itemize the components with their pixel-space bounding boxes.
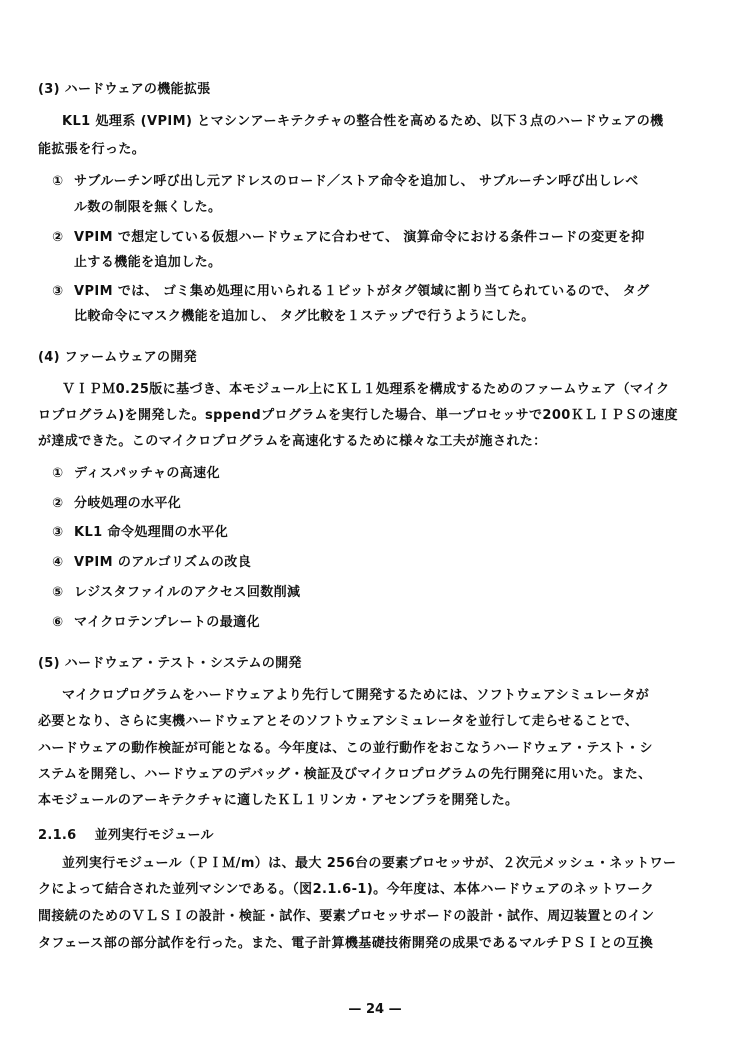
paragraph-line: タフェース部の部分試作を行った。また、電子計算機基礎技術開発の成果であるマルチＰＳＩとの互換 [38, 936, 654, 951]
item-text: サブルーチン呼び出し元アドレスのロード／ストア命令を追加し、 サブルーチン呼び出しレベ [74, 174, 639, 189]
item-number: ③ [52, 525, 64, 540]
item-text: マイクロテンプレートの最適化 [74, 615, 260, 630]
section-heading-firmware: (4) ファームウェアの開発 [38, 350, 197, 365]
item-number: ① [52, 174, 64, 189]
section-heading-test-system: (5) ハードウェア・テスト・システムの開発 [38, 656, 302, 671]
list-item [52, 462, 220, 481]
item-text-continued: 比較命令にマスク機能を追加し、 タグ比較を１ステップで行うようにした。 [74, 309, 535, 324]
item-text-continued: 止する機能を追加した。 [74, 255, 222, 270]
item-text: VPIM で想定している仮想ハードウェアに合わせて、 演算命令における条件コードの変更を抑 [74, 230, 645, 245]
paragraph-line: KL1 処理系 (VPIM) とマシンアーキテクチャの整合性を高めるため、以下３点のハードウェアの機 [62, 114, 664, 129]
list-item [52, 280, 650, 299]
paragraph-line: ステムを開発し、ハードウェアのデバッグ・検証及びマイクロプログラムの先行開発に用いた。また、 [38, 767, 652, 782]
paragraph-line: が達成できた。このマイクロプログラムを高速化するために様々な工夫が施された： [38, 434, 547, 449]
page-number: — 24 — [348, 1002, 402, 1017]
item-number: ① [52, 466, 64, 481]
item-text-continued: ル数の制限を無くした。 [74, 200, 222, 215]
item-number: ④ [52, 555, 64, 570]
item-number: ③ [52, 284, 64, 299]
paragraph-line: 必要となり、さらに実機ハードウェアとそのソフトウェアシミュレータを並行して走らせることで、 [38, 714, 639, 729]
item-text: KL1 命令処理間の水平化 [74, 525, 229, 540]
item-text: VPIM では、 ゴミ集め処理に用いられる１ビットがタグ領域に割り当てられているので、 タグ [74, 284, 650, 299]
paragraph-line: 間接続のためのＶＬＳＩの設計・検証・試作、要素プロセッサボードの設計・試作、周辺装置とのイン [38, 909, 655, 924]
list-item [52, 170, 639, 189]
list-item [52, 492, 181, 511]
item-number: ② [52, 230, 64, 245]
item-text: 分岐処理の水平化 [74, 496, 182, 511]
item-text: レジスタファイルのアクセス回数削減 [74, 585, 301, 600]
paragraph-line: ロプログラム)を開発した。sppendプログラムを実行した場合、単一プロセッサで200ＫＬＩＰＳの速度 [38, 408, 678, 423]
list-item [52, 226, 645, 245]
section-heading-parallel-module: 2.1.6 並列実行モジュール [38, 828, 214, 843]
list-item [52, 551, 251, 570]
list-item [52, 611, 260, 630]
item-number: ⑥ [52, 615, 64, 630]
paragraph-line: マイクロプログラムをハードウェアより先行して開発するためには、ソフトウェアシミュレータが [62, 688, 650, 703]
paragraph-line: 並列実行モジュール（ＰＩＭ/m）は、最大 256台の要素プロセッサが、２次元メッシュ・ネットワー [62, 856, 677, 871]
section-heading-hardware-extension: (3) ハードウェアの機能拡張 [38, 82, 211, 97]
item-number: ⑤ [52, 585, 64, 600]
item-text: VPIM のアルゴリズムの改良 [74, 555, 252, 570]
list-item [52, 521, 228, 540]
item-number: ② [52, 496, 64, 511]
list-item [52, 581, 300, 600]
paragraph-line: 本モジュールのアーキテクチャに適したＫＬ１リンカ・アセンブラを開発した。 [38, 793, 519, 808]
paragraph-line: ハードウェアの動作検証が可能となる。今年度は、この並行動作をおこなうハードウェア・テスト・シ [38, 741, 653, 756]
paragraph-line: クによって結合された並列マシンである。（図2.1.6-1)。今年度は、本体ハードウェアのネットワーク [38, 882, 655, 897]
paragraph-line: 能拡張を行った。 [38, 142, 146, 157]
item-text: ディスパッチャの高速化 [74, 466, 220, 481]
paragraph-line: ＶＩＰＭ0.25版に基づき、本モジュール上にＫＬ１処理系を構成するためのファームウェア（マイク [62, 382, 670, 397]
